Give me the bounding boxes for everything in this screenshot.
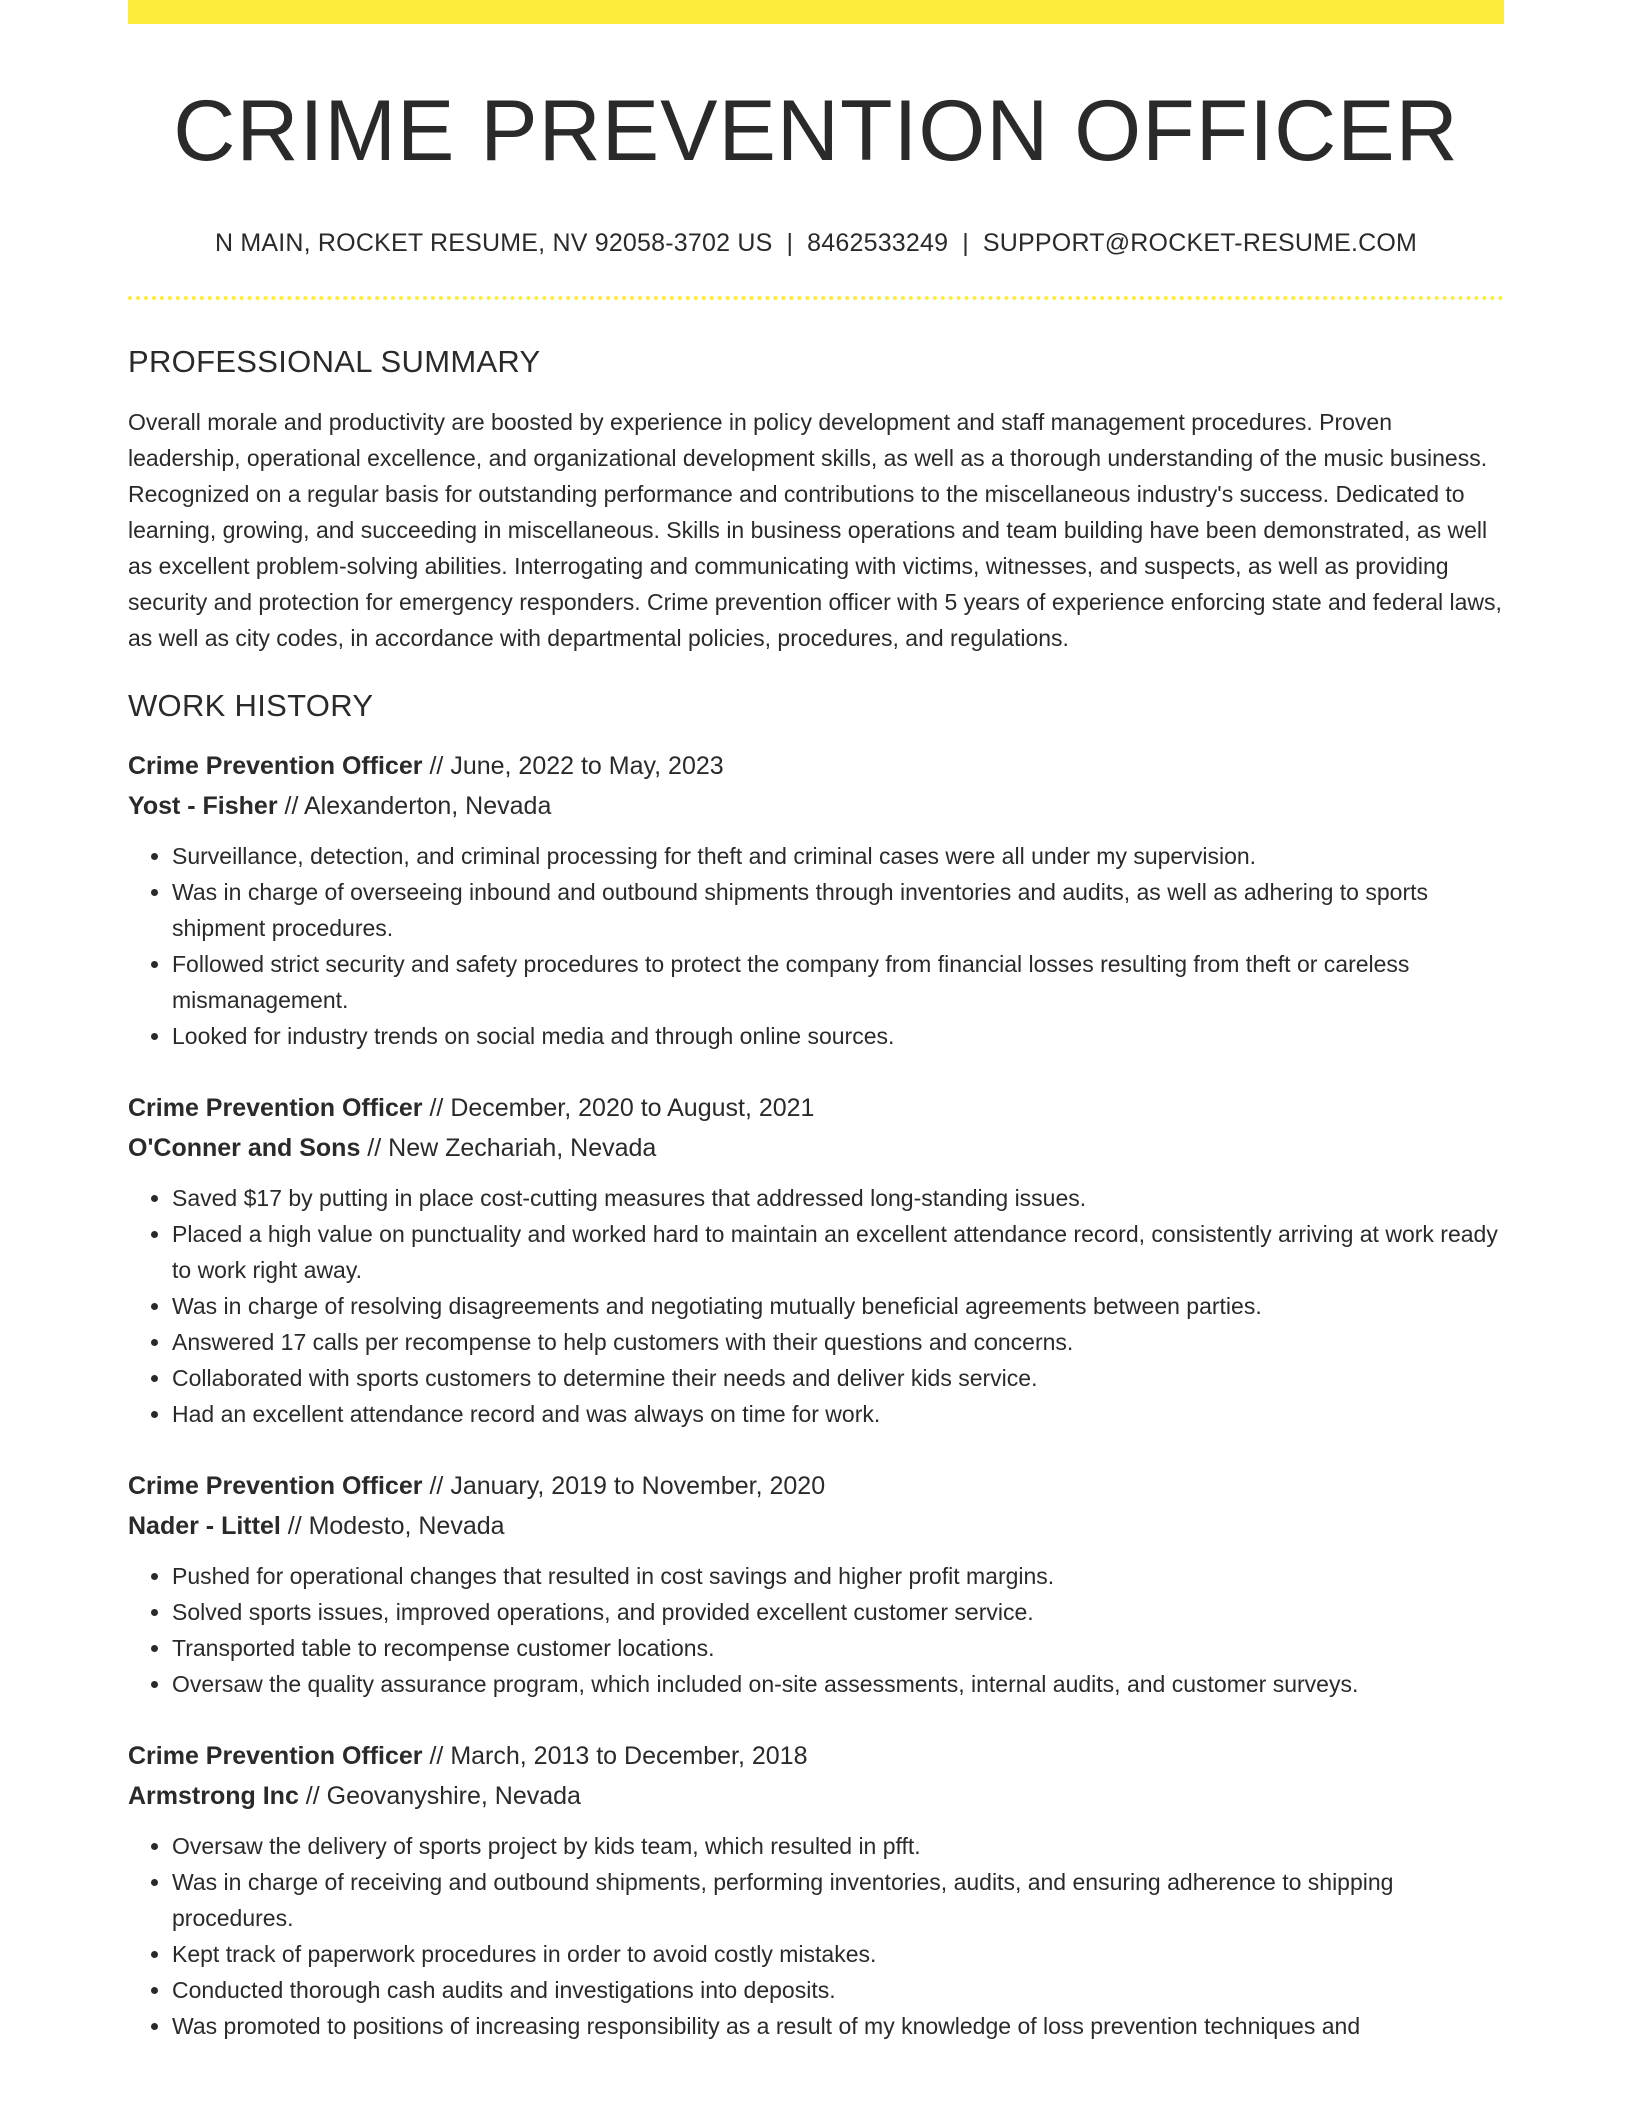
- job-bullets: [128, 1558, 1504, 1702]
- job-bullet: • Placed a high value on punctuality and worked hard to maintain an excellent attendance record, consistently arriving at work ready to work right away.: [172, 1216, 1504, 1288]
- job-bullet: • Was promoted to positions of increasing responsibility as a result of my knowledge of loss prevention techniques and: [172, 2008, 1504, 2044]
- dotted-divider: [128, 296, 1504, 300]
- accent-top-bar: [128, 0, 1504, 24]
- job-bullet: • Surveillance, detection, and criminal processing for theft and criminal cases were all under my supervision.: [172, 838, 1504, 874]
- job-entry: [128, 1088, 1504, 1432]
- job-dates: // January, 2019 to November, 2020: [422, 1471, 826, 1500]
- job-bullet: • Oversaw the delivery of sports project by kids team, which resulted in pfft.: [172, 1828, 1504, 1864]
- job-company-line: [128, 786, 1504, 826]
- job-title: Crime Prevention Officer: [128, 1471, 423, 1500]
- job-bullet: • Looked for industry trends on social media and through online sources.: [172, 1018, 1504, 1054]
- job-title: Crime Prevention Officer: [128, 1741, 423, 1770]
- job-bullet: • Was in charge of overseeing inbound and outbound shipments through inventories and audits, as well as adhering to sports shipment procedures.: [172, 874, 1504, 946]
- job-company: O'Conner and Sons: [128, 1133, 361, 1162]
- job-company: Armstrong Inc: [128, 1781, 299, 1810]
- job-bullet: • Answered 17 calls per recompense to help customers with their questions and concerns.: [172, 1324, 1504, 1360]
- job-entry: [128, 1466, 1504, 1702]
- resume-title: CRIME PREVENTION OFFICER: [173, 83, 1459, 179]
- job-bullets: [128, 1180, 1504, 1432]
- job-title: Crime Prevention Officer: [128, 751, 423, 780]
- job-bullet: • Was in charge of receiving and outbound shipments, performing inventories, audits, and ensuring adherence to shipping procedures.: [172, 1864, 1504, 1936]
- contact-phone: 8462533249: [807, 228, 949, 257]
- job-title-line: [128, 1736, 1504, 1776]
- resume-page: [128, 0, 1504, 2044]
- job-company-line: [128, 1776, 1504, 1816]
- job-bullet: • Saved $17 by putting in place cost-cutting measures that addressed long-standing issues.: [172, 1180, 1504, 1216]
- job-company-line: [128, 1128, 1504, 1168]
- job-bullet: • Had an excellent attendance record and was always on time for work.: [172, 1396, 1504, 1432]
- summary-heading: PROFESSIONAL SUMMARY: [128, 343, 541, 379]
- job-title: Crime Prevention Officer: [128, 1093, 423, 1122]
- contact-email: SUPPORT@ROCKET-RESUME.COM: [982, 228, 1418, 257]
- job-location: // Modesto, Nevada: [280, 1511, 505, 1540]
- job-bullet: • Transported table to recompense customer locations.: [172, 1630, 1504, 1666]
- job-bullets: [128, 838, 1504, 1054]
- contact-line: [128, 229, 1504, 258]
- job-dates: // December, 2020 to August, 2021: [422, 1093, 815, 1122]
- job-bullet: • Collaborated with sports customers to determine their needs and deliver kids service.: [172, 1360, 1504, 1396]
- job-company: Nader - Littel: [128, 1511, 281, 1540]
- job-bullet: • Solved sports issues, improved operations, and provided excellent customer service.: [172, 1594, 1504, 1630]
- job-title-line: [128, 746, 1504, 786]
- contact-separator: |: [962, 228, 969, 257]
- job-bullet: • Conducted thorough cash audits and investigations into deposits.: [172, 1972, 1504, 2008]
- job-bullets: [128, 1828, 1504, 2044]
- job-location: // Alexanderton, Nevada: [277, 791, 552, 820]
- work-history-heading: WORK HISTORY: [128, 687, 374, 723]
- job-bullet: • Oversaw the quality assurance program, which included on-site assessments, internal audits, and customer surveys.: [172, 1666, 1504, 1702]
- job-bullet: • Pushed for operational changes that resulted in cost savings and higher profit margins.: [172, 1558, 1504, 1594]
- job-location: // New Zechariah, Nevada: [360, 1133, 657, 1162]
- job-title-line: [128, 1466, 1504, 1506]
- job-dates: // March, 2013 to December, 2018: [422, 1741, 808, 1770]
- job-dates: // June, 2022 to May, 2023: [422, 751, 724, 780]
- summary-text: Overall morale and productivity are boosted by experience in policy development and staff management procedures. Proven leadership, operational excellence, and organizational development skills, as well as a thorough understanding of the music business. Recognized on a regular basis for outstanding performance and contributions to the miscellaneous industry's success. Dedicated to learning, growing, and succeeding in miscellaneous. Skills in business operations and team building have been demonstrated, as well as excellent problem-solving abilities. Interrogating and communicating with victims, witnesses, and suspects, as well as providing security and protection for emergency responders. Crime prevention officer with 5 years of experience enforcing state and federal laws, as well as city codes, in accordance with departmental policies, procedures, and regulations.: [128, 408, 1502, 651]
- job-company-line: [128, 1506, 1504, 1546]
- job-company: Yost - Fisher: [128, 791, 278, 820]
- job-bullet: • Kept track of paperwork procedures in order to avoid costly mistakes.: [172, 1936, 1504, 1972]
- contact-separator: |: [786, 228, 794, 257]
- job-entry: [128, 746, 1504, 1054]
- job-bullet: • Was in charge of resolving disagreements and negotiating mutually beneficial agreements between parties.: [172, 1288, 1504, 1324]
- job-title-line: [128, 1088, 1504, 1128]
- contact-address: N MAIN, ROCKET RESUME, NV 92058-3702 US: [214, 228, 773, 257]
- job-location: // Geovanyshire, Nevada: [298, 1781, 581, 1810]
- job-bullet: • Followed strict security and safety procedures to protect the company from financial losses resulting from theft or careless mismanagement.: [172, 946, 1504, 1018]
- job-entry: [128, 1736, 1504, 2044]
